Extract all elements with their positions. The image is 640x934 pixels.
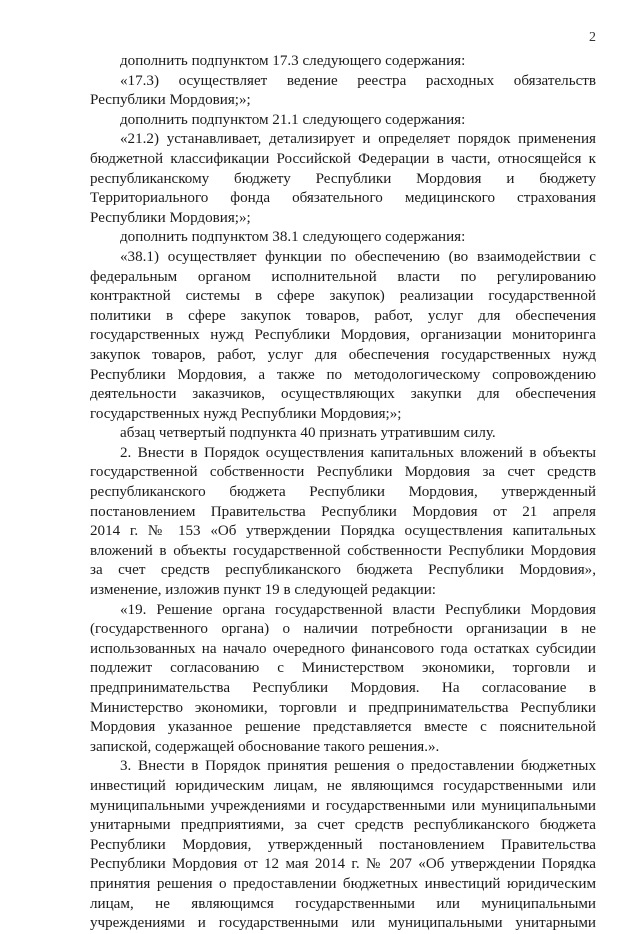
text-line: Территориального фонда обязательного медицинского страхования (90, 190, 596, 207)
text-line: бюджетной классификации Российской Федерации в части, относящейся к (90, 150, 596, 167)
text-line: государственной собственности Республики Мордовия за счет средств (90, 464, 596, 481)
text-line: «19. Решение органа государственной власти Республики Мордовия (120, 601, 596, 618)
text-line: лицам, не являющимся государственными или муниципальными (90, 895, 596, 912)
text-line: Министерство экономики, торговли и предпринимательства Республики (90, 699, 596, 716)
text-line: муниципальными учреждениями и государственными или муниципальными (90, 797, 596, 814)
text-line: инвестиций юридическим лицам, не являющимся государственными или (90, 777, 596, 794)
text-line: закупок товаров, работ, услуг для обеспечения государственных нужд (90, 346, 596, 363)
page-number: 2 (589, 30, 596, 45)
text-line: Республики Мордовия;»; (90, 92, 251, 109)
text-line: «21.2) устанавливает, детализирует и определяет порядок применения (120, 131, 596, 148)
text-line: использованных на начало очередного финансового года остатках субсидии (90, 640, 596, 657)
text-line: 2014 г. № 153 «Об утверждении Порядка осуществления капитальных (90, 523, 596, 540)
text-line: дополнить подпунктом 38.1 следующего содержания: (120, 229, 466, 246)
text-line: 2. Внести в Порядок осуществления капитальных вложений в объекты (120, 444, 596, 461)
text-line: вложений в объекты государственной собственности Республики Мордовия (90, 542, 596, 559)
text-line: дополнить подпунктом 21.1 следующего содержания: (120, 111, 466, 128)
text-line: изменение, изложив пункт 19 в следующей редакции: (90, 582, 436, 599)
text-line: политики в сфере закупок товаров, работ, услуг для обеспечения (90, 307, 596, 324)
text-line: (государственного органа) о наличии потребности организации в не (90, 621, 596, 638)
text-line: контрактной системы в сфере закупок) реализации государственной (90, 288, 596, 305)
text-line: Республики Мордовия, а также по методологическому сопровождению (90, 366, 596, 383)
text-line: республиканского бюджета Республики Мордовия, утвержденный (90, 484, 596, 501)
text-line: федеральным органом исполнительной власти по регулированию (90, 268, 596, 285)
text-line: Республики Мордовия от 12 мая 2014 г. № 207 «Об утверждении Порядка (90, 856, 596, 873)
text-line: дополнить подпунктом 17.3 следующего содержания: (120, 53, 466, 69)
text-line: предпринимательства Республики Мордовия. На согласование в (90, 680, 596, 696)
text-line: принятия решения о предоставлении бюджетных инвестиций юридическим (90, 875, 596, 892)
text-line: государственных нужд Республики Мордовия, организации мониторинга (90, 327, 596, 344)
text-line: деятельности заказчиков, осуществляющих закупки для обеспечения (90, 386, 596, 403)
document-body (90, 52, 596, 934)
text-line: постановлением Правительства Республики Мордовия от 21 апреля (90, 503, 596, 520)
text-line: Республики Мордовия, утвержденный постановлением Правительства (90, 836, 596, 853)
text-line: унитарными предприятиями, за счет средств республиканского бюджета (90, 817, 596, 834)
text-line: за счет средств республиканского бюджета Республики Мордовия», (90, 562, 596, 579)
text-line: «17.3) осуществляет ведение реестра расходных обязательств (120, 72, 596, 89)
text-line: «38.1) осуществляет функции по обеспечению (во взаимодействии с (120, 248, 596, 265)
text-line: абзац четвертый подпункта 40 признать утратившим силу. (120, 425, 496, 442)
text-line: запиской, содержащей обоснование такого решения.». (90, 738, 440, 755)
text-line: подлежит согласованию с Министерством экономики, торговли и (90, 660, 596, 677)
text-line: Республики Мордовия;»; (90, 209, 251, 226)
text-line: Мордовия указанное решение представляется вместе с пояснительной (90, 719, 596, 736)
text-line: 3. Внести в Порядок принятия решения о предоставлении бюджетных (120, 758, 596, 775)
text-line: республиканскому бюджету Республики Мордовия и бюджету (90, 170, 596, 187)
text-line: учреждениями и государственными или муниципальными унитарными (90, 915, 596, 932)
text-line: государственных нужд Республики Мордовия;»; (90, 405, 402, 422)
